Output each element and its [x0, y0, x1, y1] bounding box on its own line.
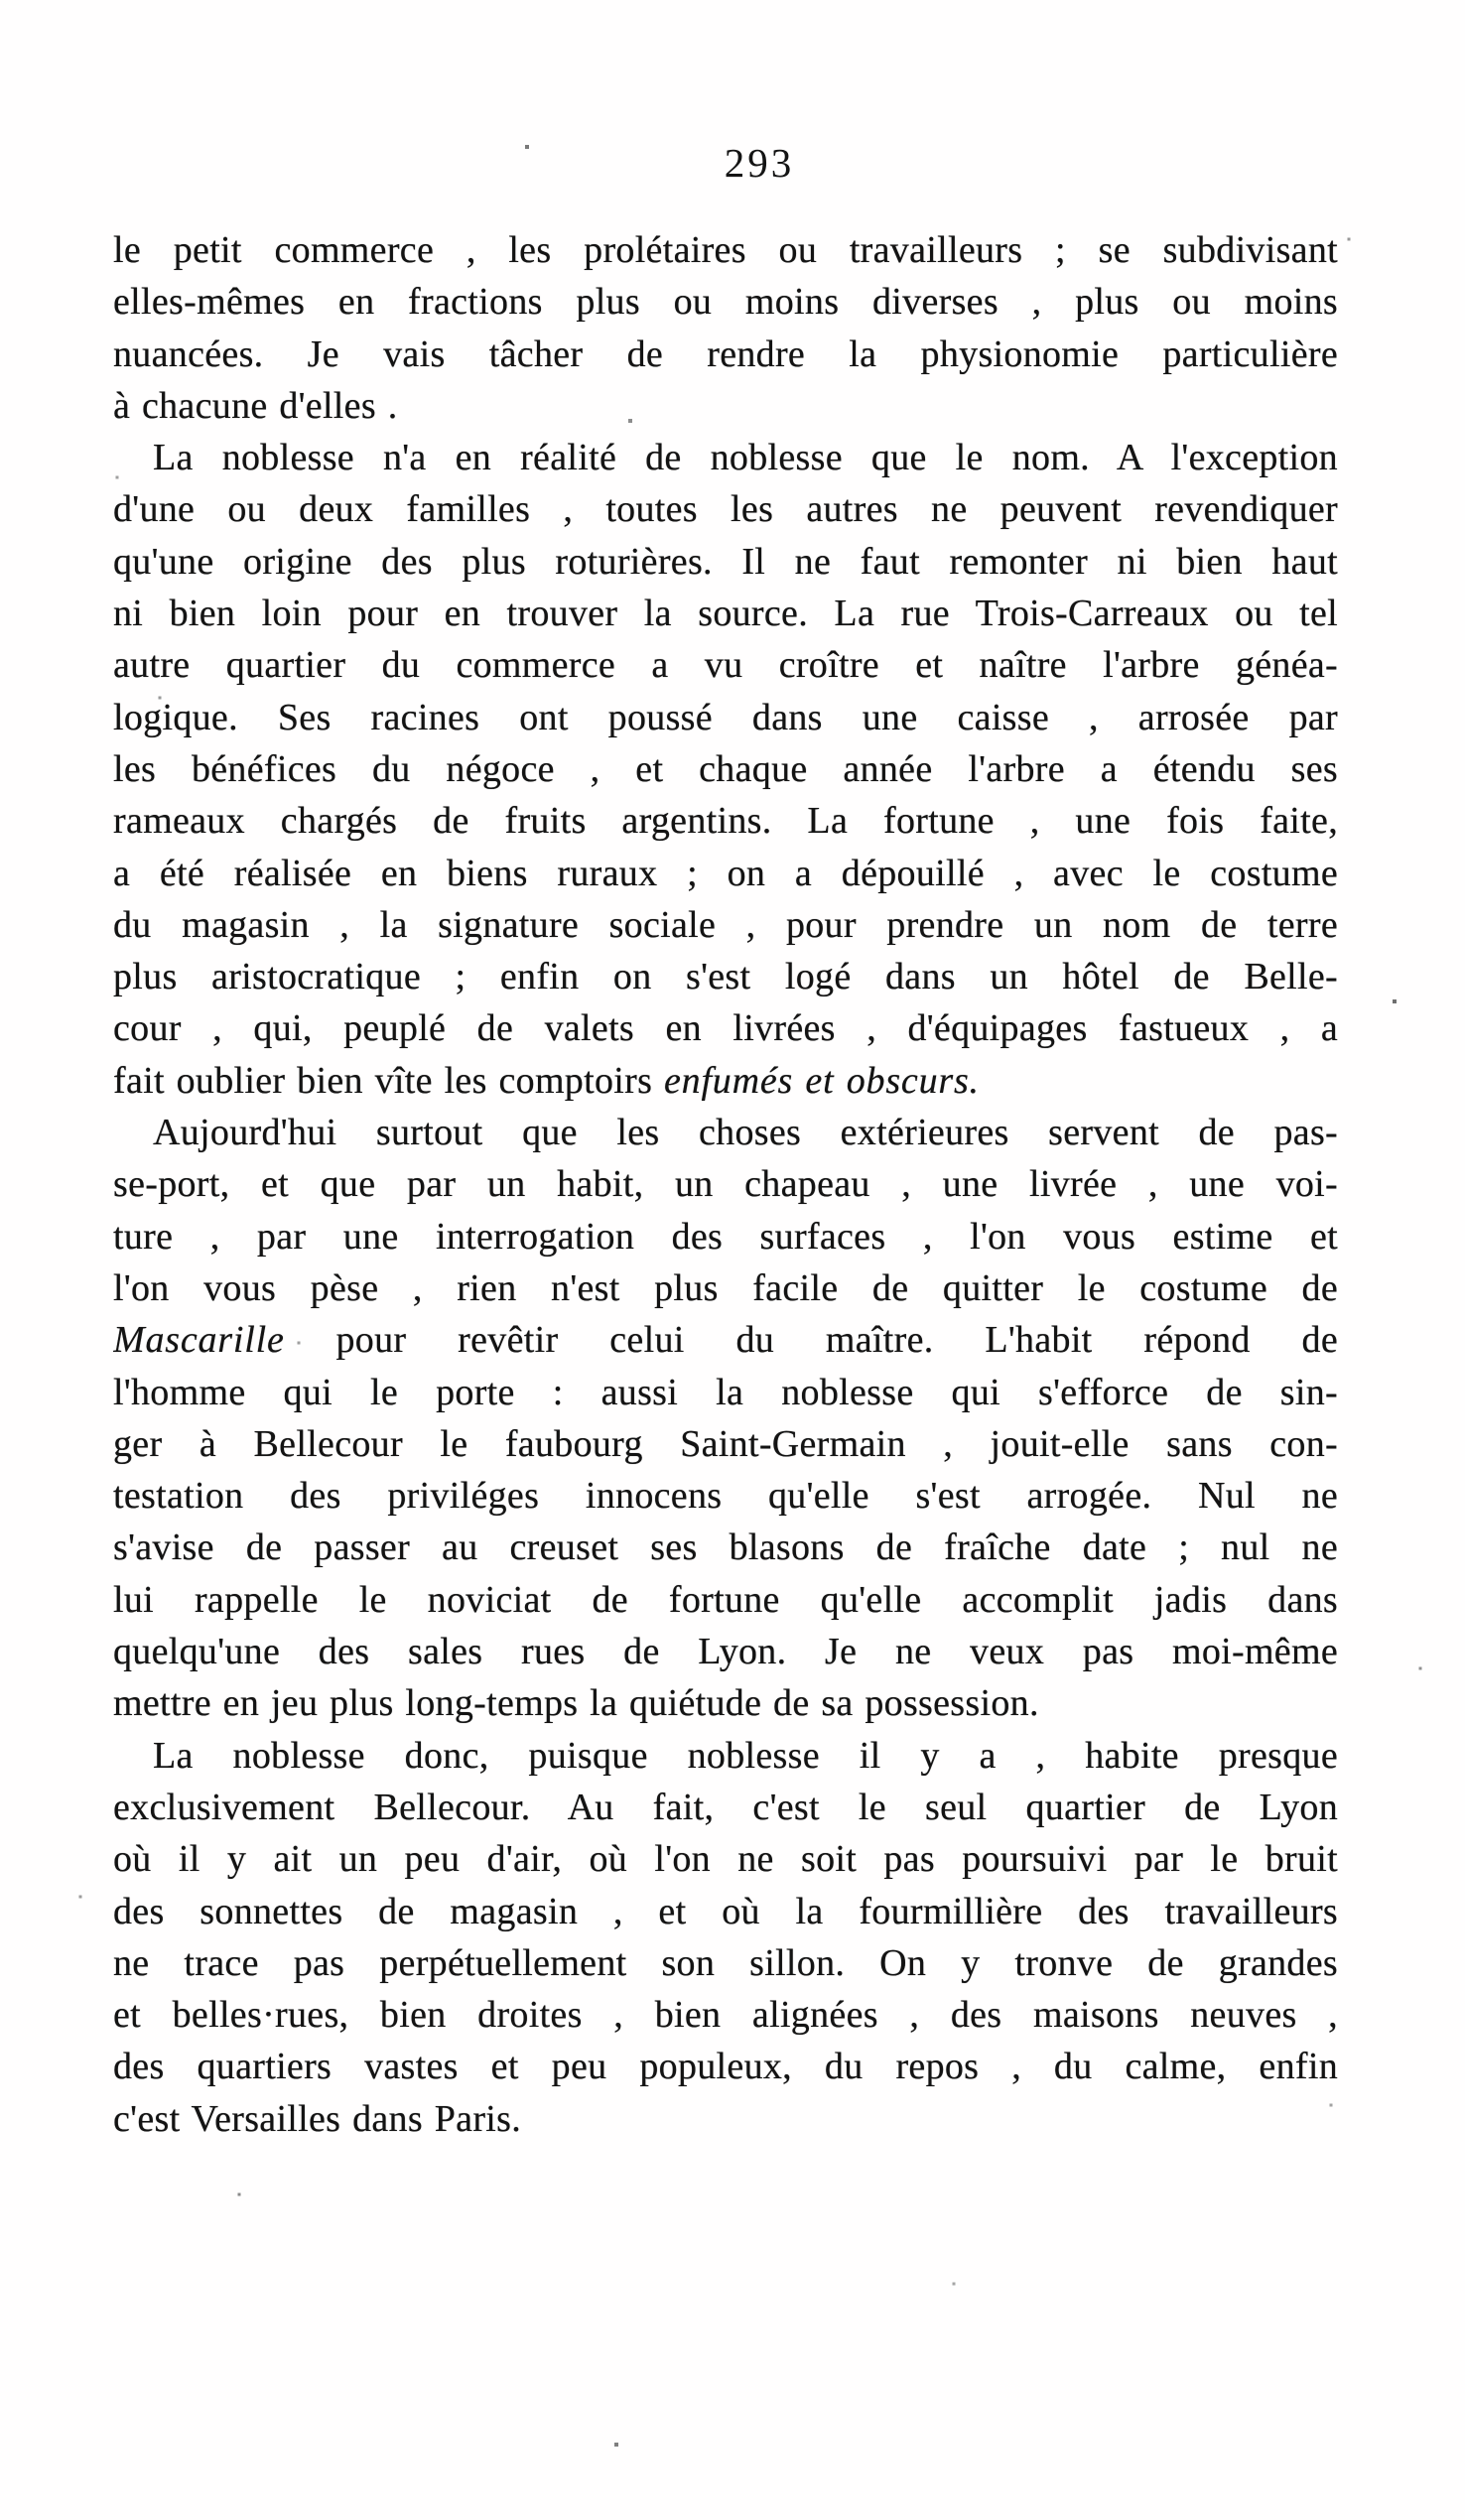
text-line: Mascarille pour revêtir celui du maître. L'habit répond de [113, 1319, 1338, 1362]
text-line: ni bien loin pour en trouver la source. La rue Trois-Carreaux ou tel [113, 593, 1338, 635]
text-line: nuancées. Je vais tâcher de rendre la physionomie particulière [113, 332, 1338, 375]
text-line: quelqu'une des sales rues de Lyon. Je ne veux pas moi-même [113, 1631, 1338, 1673]
scan-noise-specks [0, 0, 2, 2]
text-line: l'on vous pèse , rien n'est plus facile de quitter le costume de [113, 1266, 1338, 1309]
page-number: 293 [724, 140, 795, 186]
text-line: Aujourd'hui surtout que les choses extérieures servent de pas- [153, 1112, 1338, 1154]
text-line: plus aristocratique ; enfin on s'est logé dans un hôtel de Belle- [113, 956, 1338, 998]
text-line: des sonnettes de magasin , et où la fourmillière des travailleurs [113, 1890, 1338, 1932]
text-line: c'est Versailles dans Paris. [113, 2097, 522, 2140]
text-line: se-port, et que par un habit, un chapeau , une livrée , une voi- [113, 1163, 1338, 1206]
paragraph-3 [113, 1107, 1338, 1730]
text-line: exclusivement Bellecour. Au fait, c'est le seul quartier de Lyon [113, 1786, 1338, 1828]
text-line: du magasin , la signature sociale , pour prendre un nom de terre [113, 903, 1338, 946]
text-line: les bénéfices du négoce , et chaque année l'arbre a étendu ses [113, 747, 1338, 790]
page-text-block [113, 224, 1338, 2145]
text-line: rameaux chargés de fruits argentins. La fortune , une fois faite, [113, 800, 1338, 843]
text-line: s'avise de passer au creuset ses blasons de fraîche date ; nul ne [113, 1526, 1338, 1569]
text-line: logique. Ses racines ont poussé dans une caisse , arrosée par [113, 696, 1338, 738]
text-line: ne trace pas perpétuellement son sillon. On y tronve de grandes [113, 1941, 1338, 1984]
text-line: mettre en jeu plus long-temps la quiétude de sa possession. [113, 1682, 1039, 1725]
text-line: d'une ou deux familles , toutes les autres ne peuvent revendiquer [113, 488, 1338, 531]
text-line: à chacune d'elles . [113, 384, 398, 427]
text-line: le petit commerce , les prolétaires ou travailleurs ; se subdivisant [113, 229, 1338, 271]
paragraph-4 [113, 1730, 1338, 2145]
paragraph-1 [113, 224, 1338, 432]
paragraph-2 [113, 432, 1338, 1107]
text-line: lui rappelle le noviciat de fortune qu'elle accomplit jadis dans [113, 1578, 1338, 1621]
text-line: ture , par une interrogation des surfaces , l'on vous estime et [113, 1215, 1338, 1258]
text-line: testation des priviléges innocens qu'elle s'est arrogée. Nul ne [113, 1475, 1338, 1518]
text-line: qu'une origine des plus roturières. Il ne faut remonter ni bien haut [113, 540, 1338, 583]
text-line: ger à Bellecour le faubourg Saint-Germain , jouit-elle sans con- [113, 1422, 1338, 1465]
text-line: elles-mêmes en fractions plus ou moins diverses , plus ou moins [113, 281, 1338, 324]
text-line: La noblesse donc, puisque noblesse il y a , habite presque [153, 1734, 1338, 1777]
text-line: et belles·rues, bien droites , bien alignées , des maisons neuves , [113, 1994, 1338, 2037]
text-line: La noblesse n'a en réalité de noblesse que le nom. A l'exception [153, 437, 1338, 479]
text-line: autre quartier du commerce a vu croître et naître l'arbre généa- [113, 644, 1338, 687]
text-line: fait oublier bien vîte les comptoirs enfumés et obscurs. [113, 1059, 980, 1102]
text-line: des quartiers vastes et peu populeux, du repos , du calme, enfin [113, 2046, 1338, 2088]
text-line: où il y ait un peu d'air, où l'on ne soit pas poursuivi par le bruit [113, 1838, 1338, 1881]
text-line: a été réalisée en biens ruraux ; on a dépouillé , avec le costume [113, 852, 1338, 894]
text-line: l'homme qui le porte : aussi la noblesse qui s'efforce de sin- [113, 1371, 1338, 1413]
text-line: cour , qui, peuplé de valets en livrées , d'équipages fastueux , a [113, 1007, 1338, 1050]
